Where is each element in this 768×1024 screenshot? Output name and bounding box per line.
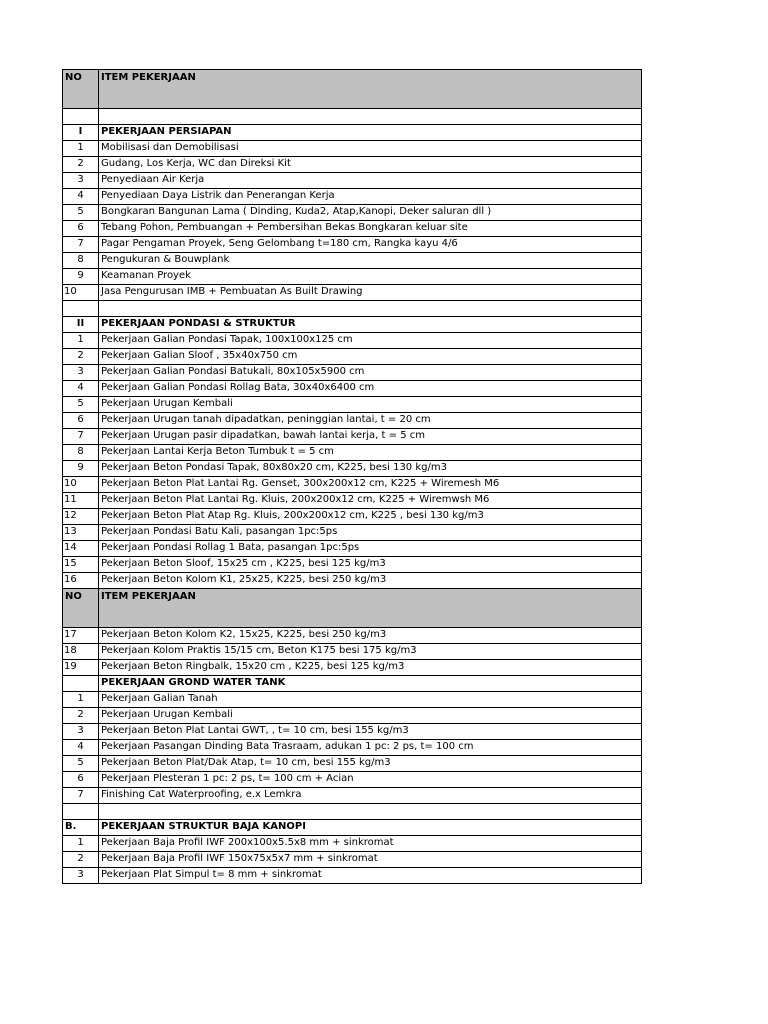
item-number-cell: 12 (63, 509, 99, 525)
blank-cell (63, 804, 99, 820)
table-row (63, 628, 642, 644)
item-description-cell: Penyediaan Air Kerja (99, 173, 642, 189)
table-row (63, 708, 642, 724)
item-description-cell: Finishing Cat Waterproofing, e.x Lemkra (99, 788, 642, 804)
item-description-cell: Pekerjaan Pasangan Dinding Bata Trasraam, adukan 1 pc: 2 ps, t= 100 cm (99, 740, 642, 756)
item-number-cell: 9 (63, 269, 99, 285)
table-row (63, 285, 642, 301)
item-description-cell: Tebang Pohon, Pembuangan + Pembersihan Bekas Bongkaran keluar site (99, 221, 642, 237)
item-description-cell: Pekerjaan Urugan pasir dipadatkan, bawah lantai kerja, t = 5 cm (99, 429, 642, 445)
table-row (63, 788, 642, 804)
item-description-cell: Pekerjaan Beton Plat Lantai GWT, , t= 10 cm, besi 155 kg/m3 (99, 724, 642, 740)
section-number-cell: B. (63, 820, 99, 836)
blank-row (63, 804, 642, 820)
blank-cell (99, 109, 642, 125)
item-number-cell: 2 (63, 852, 99, 868)
table-row (63, 836, 642, 852)
item-description-cell: Pekerjaan Baja Profil IWF 150x75x5x7 mm + sinkromat (99, 852, 642, 868)
table-row (63, 365, 642, 381)
item-number-cell: 5 (63, 756, 99, 772)
blank-cell (63, 109, 99, 125)
item-description-cell: Pekerjaan Beton Kolom K1, 25x25, K225, besi 250 kg/m3 (99, 573, 642, 589)
blank-cell (99, 804, 642, 820)
table-row (63, 692, 642, 708)
table-row (63, 541, 642, 557)
header-no-cell: NO (63, 70, 99, 109)
item-number-cell: 19 (63, 660, 99, 676)
section-number-cell: II (63, 317, 99, 333)
table-row (63, 189, 642, 205)
section-row (63, 676, 642, 692)
item-number-cell: 3 (63, 724, 99, 740)
section-row (63, 125, 642, 141)
section-row (63, 820, 642, 836)
item-number-cell: 7 (63, 237, 99, 253)
item-number-cell: 10 (63, 285, 99, 301)
item-number-cell: 5 (63, 205, 99, 221)
item-description-cell: Pekerjaan Galian Pondasi Tapak, 100x100x125 cm (99, 333, 642, 349)
item-description-cell: Pekerjaan Urugan Kembali (99, 708, 642, 724)
item-number-cell: 2 (63, 708, 99, 724)
blank-cell (99, 301, 642, 317)
item-number-cell: 7 (63, 788, 99, 804)
item-number-cell: 9 (63, 461, 99, 477)
item-description-cell: Pengukuran & Bouwplank (99, 253, 642, 269)
table-row (63, 644, 642, 660)
item-number-cell: 15 (63, 557, 99, 573)
item-description-cell: Pekerjaan Kolom Praktis 15/15 cm, Beton K175 besi 175 kg/m3 (99, 644, 642, 660)
table-row (63, 269, 642, 285)
table-row (63, 772, 642, 788)
item-description-cell: Pekerjaan Galian Sloof , 35x40x750 cm (99, 349, 642, 365)
item-description-cell: Mobilisasi dan Demobilisasi (99, 141, 642, 157)
item-description-cell: Pekerjaan Pondasi Rollag 1 Bata, pasangan 1pc:5ps (99, 541, 642, 557)
item-description-cell: Pekerjaan Urugan Kembali (99, 397, 642, 413)
item-number-cell: 16 (63, 573, 99, 589)
item-number-cell: 3 (63, 868, 99, 884)
item-description-cell: Pekerjaan Lantai Kerja Beton Tumbuk t = 5 cm (99, 445, 642, 461)
item-number-cell: 1 (63, 836, 99, 852)
table-row (63, 740, 642, 756)
item-description-cell: Keamanan Proyek (99, 269, 642, 285)
item-description-cell: Bongkaran Bangunan Lama ( Dinding, Kuda2, Atap,Kanopi, Deker saluran dll ) (99, 205, 642, 221)
table-row (63, 349, 642, 365)
blank-row (63, 301, 642, 317)
item-number-cell: 2 (63, 349, 99, 365)
table-row (63, 724, 642, 740)
item-description-cell: Pekerjaan Beton Kolom K2, 15x25, K225, besi 250 kg/m3 (99, 628, 642, 644)
item-number-cell: 6 (63, 413, 99, 429)
item-description-cell: Pekerjaan Plesteran 1 pc: 2 ps, t= 100 cm + Acian (99, 772, 642, 788)
item-number-cell: 10 (63, 477, 99, 493)
item-description-cell: Pekerjaan Galian Tanah (99, 692, 642, 708)
item-number-cell: 4 (63, 740, 99, 756)
item-description-cell: Pekerjaan Beton Plat Lantai Rg. Genset, 300x200x12 cm, K225 + Wiremesh M6 (99, 477, 642, 493)
item-description-cell: Pekerjaan Plat Simpul t= 8 mm + sinkromat (99, 868, 642, 884)
table-row (63, 445, 642, 461)
table-row (63, 173, 642, 189)
section-number-cell (63, 676, 99, 692)
table-body (63, 70, 642, 884)
item-description-cell: Gudang, Los Kerja, WC dan Direksi Kit (99, 157, 642, 173)
item-number-cell: 1 (63, 692, 99, 708)
table-row (63, 333, 642, 349)
header-item-cell: ITEM PEKERJAAN (99, 70, 642, 109)
item-number-cell: 13 (63, 525, 99, 541)
table-row (63, 852, 642, 868)
item-number-cell: 8 (63, 253, 99, 269)
item-description-cell: Pekerjaan Beton Sloof, 15x25 cm , K225, besi 125 kg/m3 (99, 557, 642, 573)
table-row (63, 141, 642, 157)
blank-cell (63, 301, 99, 317)
item-number-cell: 4 (63, 189, 99, 205)
table-row (63, 429, 642, 445)
item-number-cell: 8 (63, 445, 99, 461)
item-description-cell: Pekerjaan Beton Plat Lantai Rg. Kluis, 200x200x12 cm, K225 + Wiremwsh M6 (99, 493, 642, 509)
table-row (63, 557, 642, 573)
item-number-cell: 11 (63, 493, 99, 509)
section-title-cell: PEKERJAAN PONDASI & STRUKTUR (99, 317, 642, 333)
header-no-cell: NO (63, 589, 99, 628)
work-items-table (62, 69, 642, 884)
item-number-cell: 2 (63, 157, 99, 173)
item-number-cell: 1 (63, 333, 99, 349)
item-description-cell: Pekerjaan Baja Profil IWF 200x100x5.5x8 mm + sinkromat (99, 836, 642, 852)
item-number-cell: 17 (63, 628, 99, 644)
item-description-cell: Penyediaan Daya Listrik dan Penerangan Kerja (99, 189, 642, 205)
item-description-cell: Pekerjaan Beton Pondasi Tapak, 80x80x20 cm, K225, besi 130 kg/m3 (99, 461, 642, 477)
table-row (63, 221, 642, 237)
table-header-row (63, 70, 642, 109)
table-row (63, 660, 642, 676)
item-description-cell: Pekerjaan Beton Ringbalk, 15x20 cm , K225, besi 125 kg/m3 (99, 660, 642, 676)
item-number-cell: 4 (63, 381, 99, 397)
item-description-cell: Pagar Pengaman Proyek, Seng Gelombang t=180 cm, Rangka kayu 4/6 (99, 237, 642, 253)
item-description-cell: Pekerjaan Galian Pondasi Rollag Bata, 30x40x6400 cm (99, 381, 642, 397)
table-row (63, 525, 642, 541)
table-row (63, 756, 642, 772)
table-row (63, 413, 642, 429)
table-row (63, 477, 642, 493)
section-title-cell: PEKERJAAN GROND WATER TANK (99, 676, 642, 692)
item-description-cell: Pekerjaan Beton Plat/Dak Atap, t= 10 cm, besi 155 kg/m3 (99, 756, 642, 772)
table-header-row (63, 589, 642, 628)
item-number-cell: 3 (63, 365, 99, 381)
item-number-cell: 1 (63, 141, 99, 157)
table-row (63, 509, 642, 525)
item-description-cell: Jasa Pengurusan IMB + Pembuatan As Built Drawing (99, 285, 642, 301)
item-number-cell: 18 (63, 644, 99, 660)
table-row (63, 397, 642, 413)
table-row (63, 868, 642, 884)
table-row (63, 461, 642, 477)
item-number-cell: 7 (63, 429, 99, 445)
item-description-cell: Pekerjaan Urugan tanah dipadatkan, peninggian lantai, t = 20 cm (99, 413, 642, 429)
item-description-cell: Pekerjaan Pondasi Batu Kali, pasangan 1pc:5ps (99, 525, 642, 541)
table-row (63, 237, 642, 253)
item-description-cell: Pekerjaan Beton Plat Atap Rg. Kluis, 200x200x12 cm, K225 , besi 130 kg/m3 (99, 509, 642, 525)
table-row (63, 253, 642, 269)
item-number-cell: 6 (63, 221, 99, 237)
section-title-cell: PEKERJAAN STRUKTUR BAJA KANOPI (99, 820, 642, 836)
table-row (63, 205, 642, 221)
item-description-cell: Pekerjaan Galian Pondasi Batukali, 80x105x5900 cm (99, 365, 642, 381)
table-row (63, 493, 642, 509)
section-number-cell: I (63, 125, 99, 141)
table-row (63, 573, 642, 589)
header-item-cell: ITEM PEKERJAAN (99, 589, 642, 628)
section-title-cell: PEKERJAAN PERSIAPAN (99, 125, 642, 141)
item-number-cell: 5 (63, 397, 99, 413)
item-number-cell: 6 (63, 772, 99, 788)
blank-row (63, 109, 642, 125)
table-row (63, 157, 642, 173)
item-number-cell: 14 (63, 541, 99, 557)
table-row (63, 381, 642, 397)
item-number-cell: 3 (63, 173, 99, 189)
section-row (63, 317, 642, 333)
